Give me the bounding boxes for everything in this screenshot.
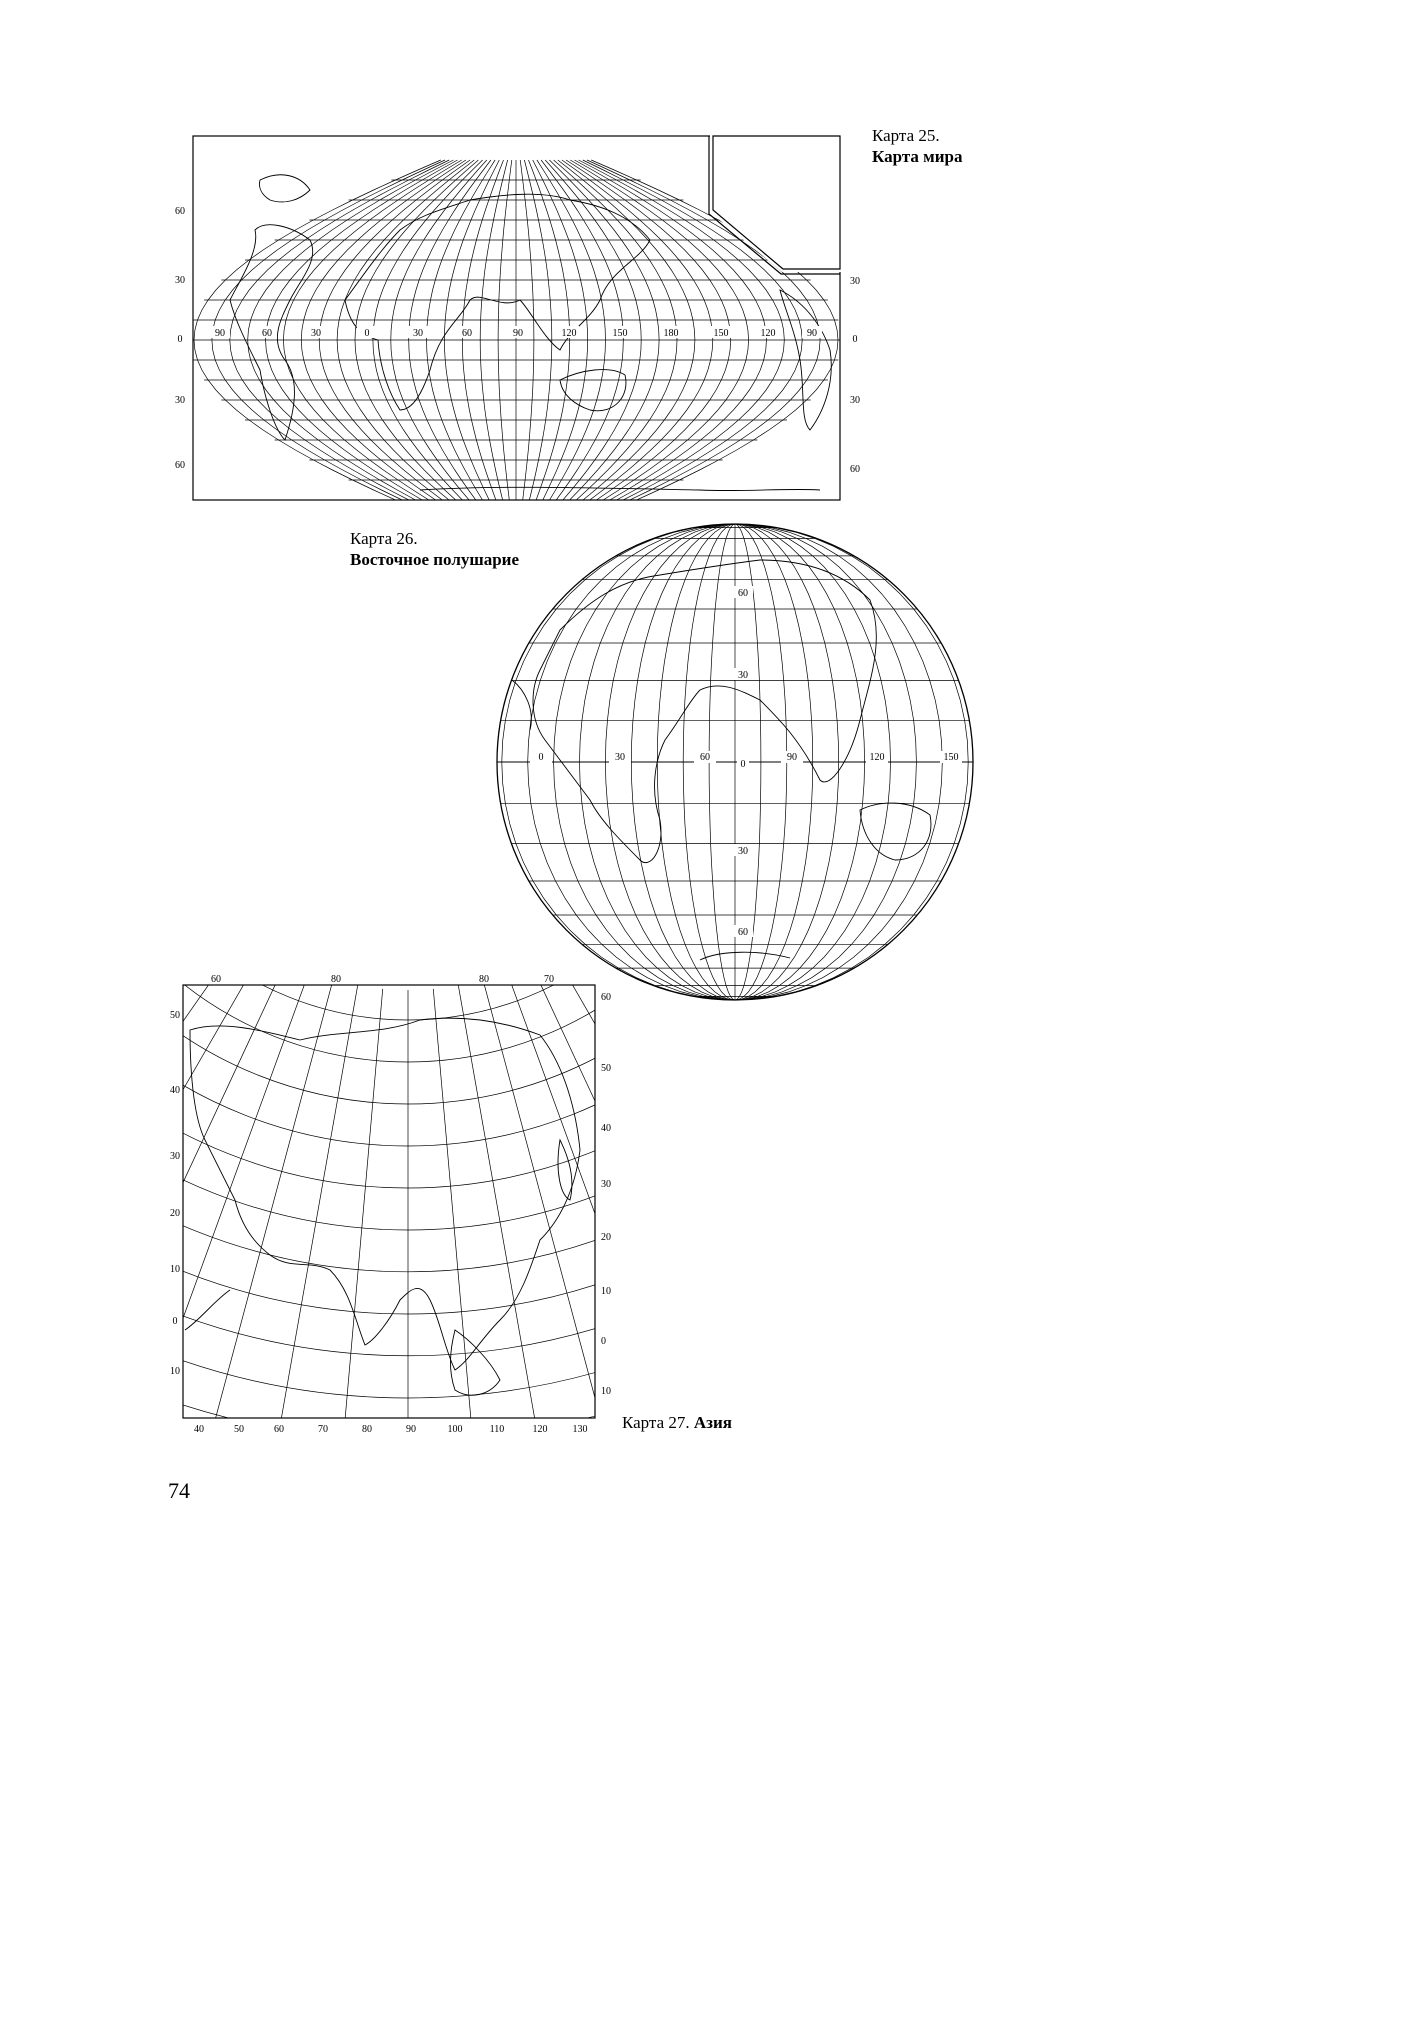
map26-lat-label: 0	[740, 759, 746, 770]
map27-coastline	[185, 1290, 230, 1330]
map26-number: Карта 26.	[350, 529, 418, 548]
map27-parallel	[0, 700, 980, 1272]
map27-meridian	[594, 922, 1100, 1558]
map27-left-label: 20	[170, 1208, 180, 1219]
map27-meridian	[574, 938, 1096, 1558]
map26-coastline	[512, 680, 531, 730]
map26-lon-label: 30	[615, 752, 625, 763]
map25-inset-bg	[710, 133, 842, 272]
map27-right-label: 50	[601, 1063, 611, 1074]
map25-lon-label: 90	[807, 328, 817, 339]
map27-meridian	[630, 886, 1100, 1471]
map27-parallel	[0, 700, 1100, 1440]
map27-right-label: 60	[601, 992, 611, 1003]
map27-meridian	[0, 938, 242, 1558]
map25-lat-label-left: 60	[175, 460, 185, 471]
map25-lon-label: 150	[612, 328, 628, 339]
map27-left-label: 10	[170, 1366, 180, 1377]
map26-coastline	[533, 560, 876, 863]
map27-meridian	[200, 986, 358, 1558]
map25-coastline	[420, 487, 820, 490]
map27-meridian	[433, 989, 512, 1558]
map27-top-label: 80	[331, 974, 341, 985]
map27-right-label: 20	[601, 1232, 611, 1243]
map27-meridian	[0, 866, 170, 1388]
map25-lat-label-left: 30	[175, 395, 185, 406]
map27-left-label: 40	[170, 1085, 180, 1096]
map25-lon-label: 30	[311, 328, 321, 339]
map27-bottom-label: 70	[318, 1424, 328, 1435]
map27-right-label: 30	[601, 1179, 611, 1190]
map26-coastline	[700, 952, 790, 960]
map27-meridian	[0, 922, 222, 1558]
map25-lat-label-left: 0	[177, 334, 183, 345]
map27-meridian	[0, 905, 203, 1548]
map25-lon-label: 120	[561, 328, 577, 339]
map27-meridian	[0, 973, 309, 1558]
map27-grid	[0, 700, 1100, 1558]
map25-lon-label: 90	[513, 328, 523, 339]
map27-parallel	[0, 700, 1100, 1558]
map26-title: Восточное полушарие	[350, 550, 520, 569]
map25-number: Карта 25.	[872, 126, 940, 145]
map26-lon-label: 60	[700, 752, 710, 763]
map27-top-label: 60	[211, 974, 221, 985]
map27-bottom-label: 50	[234, 1424, 244, 1435]
map27-parallel	[0, 700, 854, 1146]
map27-right-label: 40	[601, 1123, 611, 1134]
map27-meridian	[507, 973, 818, 1558]
map27-coastline	[450, 1330, 500, 1395]
map25-coastline	[560, 370, 626, 411]
map27-parallel	[0, 700, 1100, 1558]
map27-bottom-label: 40	[194, 1424, 204, 1435]
map25-lat-label-right: 30	[850, 276, 860, 287]
map27-meridian	[0, 886, 186, 1471]
map26-group	[497, 524, 973, 1000]
map25-lat-label-right: 60	[850, 464, 860, 475]
map27-bottom-label: 100	[447, 1424, 463, 1435]
map26-lon-label: 150	[943, 752, 959, 763]
map27-parallel	[0, 700, 1100, 1558]
map27-meridian	[0, 845, 157, 1300]
map27-meridian	[303, 989, 382, 1558]
map27-parallel	[88, 700, 728, 1020]
map25-caption	[872, 125, 962, 167]
map27-number: Карта 27.	[622, 1413, 690, 1432]
map27-bottom-label: 60	[274, 1424, 284, 1435]
map26-lat-label: 30	[738, 846, 748, 857]
map27-right-label: 10	[601, 1286, 611, 1297]
map27-left-label: 10	[170, 1264, 180, 1275]
page-number: 74	[168, 1478, 190, 1503]
map26-lon-label: 90	[787, 752, 797, 763]
map27-bottom-label: 110	[489, 1424, 505, 1435]
map26-caption	[350, 528, 519, 570]
map25-lat-label-left: 60	[175, 206, 185, 217]
map25-lon-label: 90	[215, 328, 225, 339]
map27-meridian	[97, 980, 333, 1558]
map27-left-label: 30	[170, 1151, 180, 1162]
map27-bottom-label: 90	[406, 1424, 416, 1435]
map25-lon-label: 150	[713, 328, 729, 339]
map25-title: Карта мира	[872, 147, 963, 166]
map25-coastline	[259, 175, 310, 202]
map25-lon-label: 120	[760, 328, 776, 339]
map27-top-label: 80	[479, 974, 489, 985]
map26-lat-label: 60	[738, 588, 748, 599]
map27-group	[0, 700, 1100, 1558]
map27-bottom-label: 120	[532, 1424, 548, 1435]
map27-parallel	[0, 700, 938, 1230]
map27-left-label: 0	[172, 1316, 178, 1327]
map27-caption	[622, 1412, 732, 1433]
map25-lon-label: 30	[413, 328, 423, 339]
map27-meridian	[458, 986, 616, 1558]
map25-lon-label: 0	[364, 328, 370, 339]
map27-left-label: 50	[170, 1010, 180, 1021]
map27-parallel	[0, 700, 1022, 1314]
map25-group	[175, 133, 860, 520]
map27-meridian	[553, 951, 1008, 1558]
map26-lon-label: 0	[538, 752, 544, 763]
map26-lon-label: 120	[869, 752, 885, 763]
map27-bottom-label: 80	[362, 1424, 372, 1435]
map27-meridian	[0, 951, 263, 1558]
map27-meridian	[531, 963, 916, 1558]
map27-right-label: 10	[601, 1386, 611, 1397]
map25-lon-label: 60	[462, 328, 472, 339]
map27-bottom-label: 130	[572, 1424, 588, 1435]
map25-lon-label: 60	[262, 328, 272, 339]
map26-lat-label: 30	[738, 670, 748, 681]
map25-lon-label: 180	[663, 328, 679, 339]
map27-right-label: 0	[601, 1336, 606, 1347]
map27-meridian	[613, 905, 1100, 1548]
map27-top-label: 70	[544, 974, 554, 985]
map27-coastline	[558, 1140, 572, 1200]
map27-parallel	[0, 700, 1064, 1356]
map27-meridian	[659, 845, 1100, 1300]
map25-lat-label-right: 30	[850, 395, 860, 406]
map26-coastline	[860, 803, 931, 860]
map25-lat-label-left: 30	[175, 275, 185, 286]
map27-meridian	[0, 963, 285, 1558]
map26-lat-label: 60	[738, 927, 748, 938]
map25-lat-label-right: 0	[852, 334, 858, 345]
map27-title: Азия	[693, 1413, 732, 1432]
